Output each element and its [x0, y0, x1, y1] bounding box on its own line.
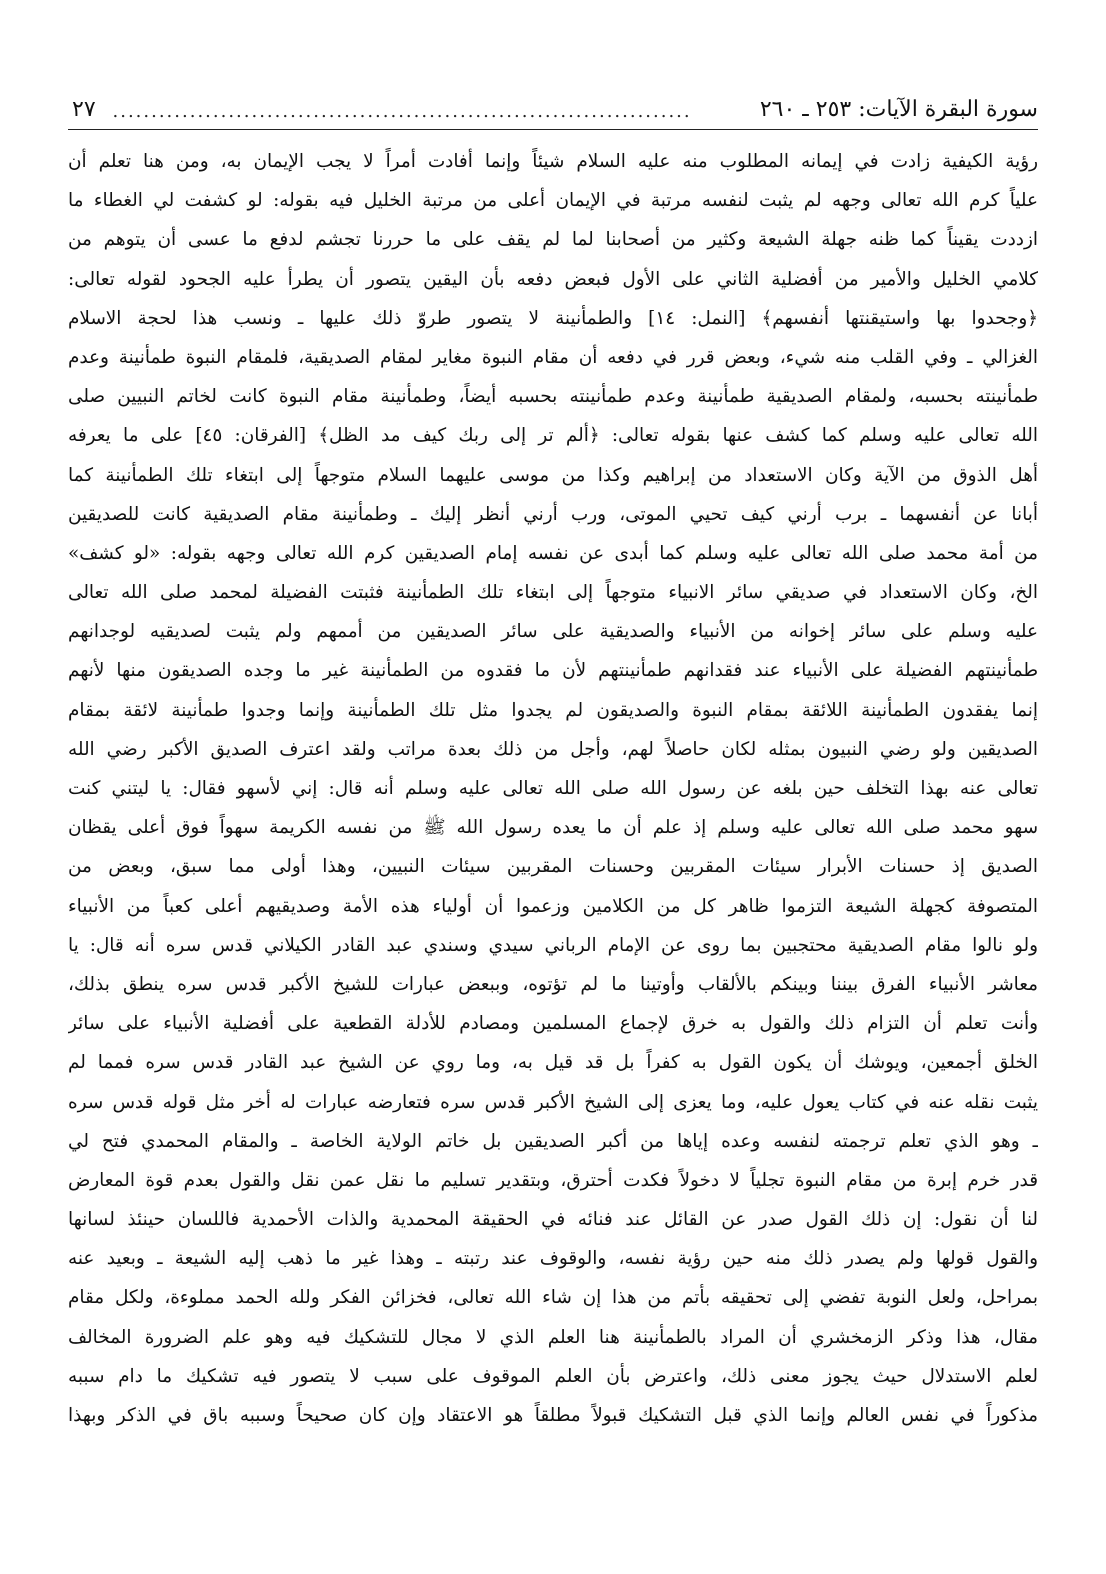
text-line: يثبت نقله عنه في كتاب يعول عليه، وما يعزى إلى الشيخ الأكبر قدس سره فتعارضه عبارات له أخر مثل قوله قدس سره — [68, 1091, 1038, 1113]
text-line: أهل الذوق من الآية وكان الاستعداد من إبراهيم وكذا من موسى عليهما السلام متوجهاً إلى ابتغاء تلك الطمأنينة كما — [68, 464, 1038, 486]
text-line: الغزالي ـ وفي القلب منه شيء، وبعض قرر في دفعه أن مقام النبوة مغاير لمقام الصديقية، فلمقام النبوة طمأنينة وعدم — [68, 346, 1038, 368]
text-line: مذكوراً في نفس العالم وإنما الذي قبل التشكيك قبولاً مطلقاً هو الاعتقاد وإن كان صحيحاً وسببه باق في الذكر وبهذا — [68, 1405, 1038, 1426]
page-number: ٢٧ — [72, 97, 96, 122]
text-line: ولو نالوا مقام الصديقية محتجبين بما روى عن الإمام الرباني سيدي وسندي عبد القادر الكيلاني قدس سره أنه قال: يا — [68, 934, 1038, 956]
book-page — [68, 88, 1038, 1558]
text-line: لعلم الاستدلال حيث يجوز معنى ذلك، واعترض بأن العلم الموقوف على سبب لا يتصور فيه تشكيك ما دام سببه — [68, 1365, 1038, 1387]
running-header — [68, 88, 1038, 130]
text-line: ازددت يقيناً كما ظنه جهلة الشيعة وكثير من أصحابنا لما لم يقف على ما حررنا تجشم لدفع ما عسى أن يتوهم من — [68, 229, 1038, 251]
text-line: المتصوفة كجهلة الشيعة التزموا ظاهر كل من الكلامين وزعموا أن أولياء هذه الأمة وصديقيهم أعلى كعباً من الأنبياء — [68, 895, 1038, 917]
text-line: وأنت تعلم أن التزام ذلك والقول به خرق لإجماع المسلمين ومصادم للأدلة القطعية على أفضلية الأنبياء على سائر — [68, 1013, 1038, 1035]
text-line: رؤية الكيفية زادت في إيمانه المطلوب منه عليه السلام شيئاً وإنما أفادت أمراً لا يجب الإيمان به، ومن هنا تعلم أن — [68, 151, 1038, 172]
text-line: معاشر الأنبياء الفرق بيننا وبينكم بالألقاب وأوتينا ما لم تؤتوه، وببعض عبارات للشيخ الأكبر قدس سره ينطق بذلك، — [68, 973, 1038, 995]
text-line: علياً كرم الله تعالى وجهه لم يثبت لنفسه مرتبة في الإيمان أعلى من مرتبة الخليل فيه بقوله: لو كشفت لي الغطاء ما — [68, 190, 1038, 212]
text-line: طمأنينتهم الفضيلة على الأنبياء عند فقدانهم طمأنينتهم لأن ما فقدوه من الطمأنينة غير ما وجده الصديقون منها لأنهم — [68, 660, 1038, 682]
text-line: تعالى عنه بهذا التخلف حين بلغه عن رسول الله صلى الله تعالى عليه وسلم أنه قال: إني لأسهو فقال: يا ليتني كنت — [68, 778, 1038, 799]
text-line: كلامي الخليل والأمير من أفضلية الثاني على الأول فبعض دفعه بأن اليقين يتصور أن يطرأ عليه الجحود لقوله تعالى: — [68, 268, 1038, 290]
text-line: عليه وسلم على سائر إخوانه من الأنبياء والصديقية على سائر الصديقين من أممهم ولم يثبت لصديقيه لوجدانهم — [68, 621, 1038, 643]
text-line: الصديقين ولو رضي النبيون بمثله لكان حاصلاً لهم، وأجل من ذلك بعدة مراتب ولقد اعترف الصديق الأكبر رضي الله — [68, 738, 1038, 760]
text-line: بمراحل، ولعل النوبة تفضي إلى تحقيقه بأتم من هذا إن شاء الله تعالى، فخزائن الفكر ولله الحمد مملوءة، ولكل مقام — [68, 1287, 1038, 1309]
text-line: الخ، وكان الاستعداد في صديقي سائر الانبياء متوجهاً إلى ابتغاء تلك الطمأنينة فثبتت الفضيلة لمحمد صلى الله تعالى — [68, 582, 1038, 604]
text-line: سهو محمد صلى الله تعالى عليه وسلم إذ علم أن ما يعده رسول الله ﷺ من نفسه الكريمة سهواً فوق أعلى يقظان — [68, 817, 1038, 839]
text-line: ﴿وجحدوا بها واستيقنتها أنفسهم﴾ [النمل: ١٤] والطمأنينة لا يتصور طروّ ذلك عليها ـ ونسب هذا لحجة الاسلام — [68, 307, 1038, 329]
text-line: مقال، هذا وذكر الزمخشري أن المراد بالطمأنينة هنا العلم الذي لا مجال للتشكيك فيه وهو علم الضرورة المخالف — [68, 1326, 1038, 1348]
body-text — [68, 142, 1038, 1435]
text-line: الله تعالى عليه وسلم كما كشف عنها بقوله تعالى: ﴿ألم تر إلى ربك كيف مد الظل﴾ [الفرقان: ٤٥] على ما يعرفه — [68, 425, 1038, 447]
text-line: والقول قولها ولم يصدر ذلك منه حين رؤية نفسه، والوقوف عند رتبته ـ وهذا غير ما ذهب إليه الشيعة ـ وبعيد عنه — [68, 1248, 1038, 1270]
text-line: أبانا عن أنفسهما ـ برب أرني كيف تحيي الموتى، ورب أرني أنظر إليك ـ وطمأنينة مقام الصديقية كانت للصديقين — [68, 503, 1038, 525]
text-line: إنما يفقدون الطمأنينة اللائقة بمقام النبوة والصديقون لم يجدوا مثل تلك الطمأنينة وإنما وجدوا طمأنينة لائقة بمقام — [68, 699, 1038, 721]
text-line: طمأنينته بحسبه، ولمقام الصديقية طمأنينة وعدم طمأنينته بحسبه أيضاً، وطمأنينة مقام النبوة كانت لخاتم النبيين صلى — [68, 386, 1038, 408]
dot-leader: ........................................................................... — [112, 101, 692, 122]
text-line: قدر خرم إبرة من مقام النبوة تجلياً لا دخولاً فكدت أحترق، وبتقدير تسليم ما نقل عمن نقل والقول بعدم قوة المعارض — [68, 1169, 1038, 1191]
text-line: ـ وهو الذي تعلم ترجمته لنفسه وعده إياها من أكبر الصديقين بل خاتم الولاية الخاصة ـ والمقام المحمدي فتح لي — [68, 1130, 1038, 1152]
running-title: سورة البقرة الآيات: ٢٥٣ ـ ٢٦٠ — [759, 97, 1038, 122]
header-left — [68, 95, 692, 125]
text-line: من أمة محمد صلى الله تعالى عليه وسلم كما أبدى عن نفسه إمام الصديقين كرم الله تعالى وجهه بقوله: «لو كشف» — [68, 542, 1038, 564]
text-line: لنا أن نقول: إن ذلك القول صدر عن القائل عند فنائه في الحقيقة المحمدية والذات الأحمدية فاللسان حينئذ لسانها — [68, 1209, 1038, 1231]
text-line: الخلق أجمعين، ويوشك أن يكون القول به كفراً بل قد قيل به، وما روي عن الشيخ عبد القادر قدس سره فمما لم — [68, 1052, 1038, 1074]
text-line: الصديق إذ حسنات الأبرار سيئات المقربين وحسنات المقربين سيئات النبيين، وهذا أولى مما سبق، وبعض من — [68, 856, 1038, 878]
